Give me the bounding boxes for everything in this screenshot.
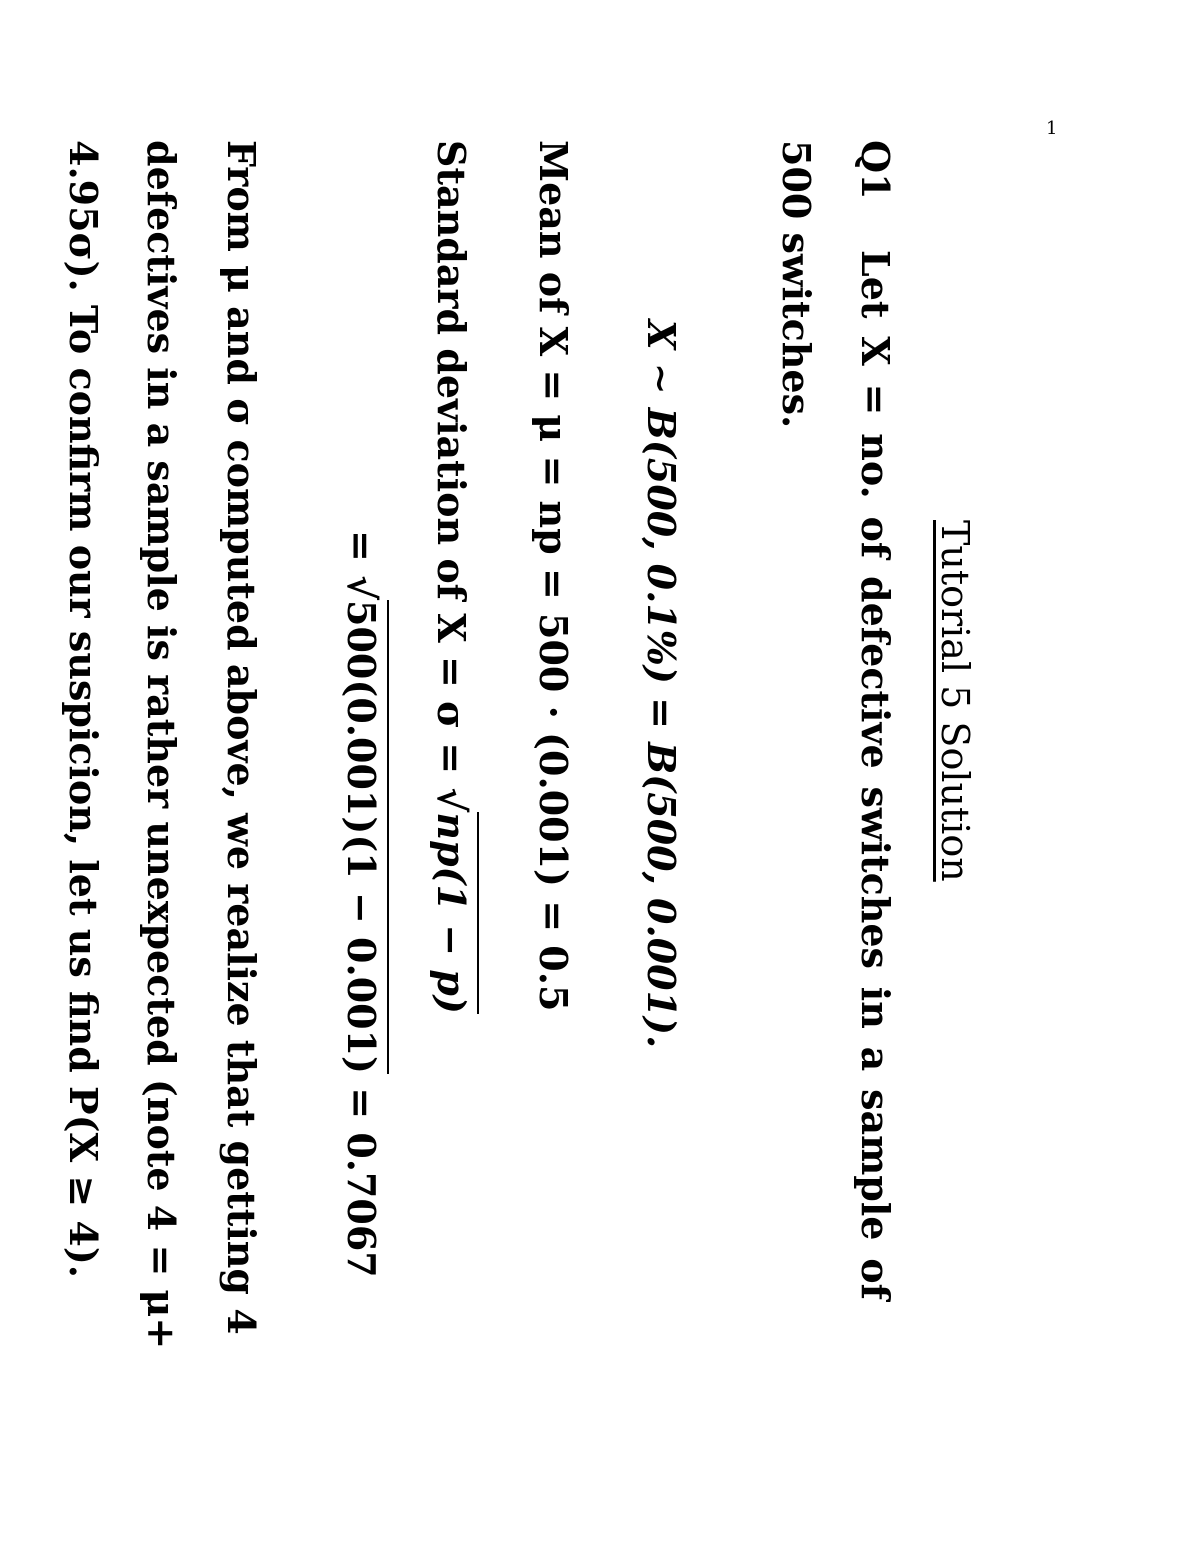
sd-line-1-radicand: np(1 − p) [429, 812, 479, 1013]
page-title: Tutorial 5 Solution [933, 520, 977, 882]
sd-line-2-radicand: 500(0.001)(1 − 0.001) [339, 600, 389, 1074]
sd-equation-line-2 [339, 530, 384, 1278]
conclusion-line-1: From μ and σ computed above, we realize that getting 4 [219, 140, 264, 1335]
page-number: 1 [1046, 118, 1058, 139]
conclusion-line-3: 4.95σ). To confirm our suspicion, let us find P(X ≥ 4). [61, 140, 106, 1279]
mean-equation: Mean of X = μ = np = 500 · (0.001) = 0.5 [531, 140, 576, 1012]
question-label: Q1 [853, 140, 898, 200]
question-text-line-1: Let X = no. of defective switches in a sample of [853, 250, 898, 1300]
conclusion-line-2: defectives in a sample is rather unexpected (note 4 = μ+ [139, 140, 184, 1350]
sd-line-2-prefix: = √ [339, 530, 384, 601]
distribution-equation: X ∼ B(500, 0.1%) = B(500, 0.001). [639, 320, 684, 1049]
question-text-line-2: 500 switches. [774, 140, 819, 429]
sd-equation-line-1 [429, 140, 474, 1014]
sd-line-1-prefix: Standard deviation of X = σ = √ [429, 140, 474, 813]
rotated-page-content [61, 140, 1060, 1350]
sd-line-2-result: = 0.7067 [339, 1074, 384, 1278]
